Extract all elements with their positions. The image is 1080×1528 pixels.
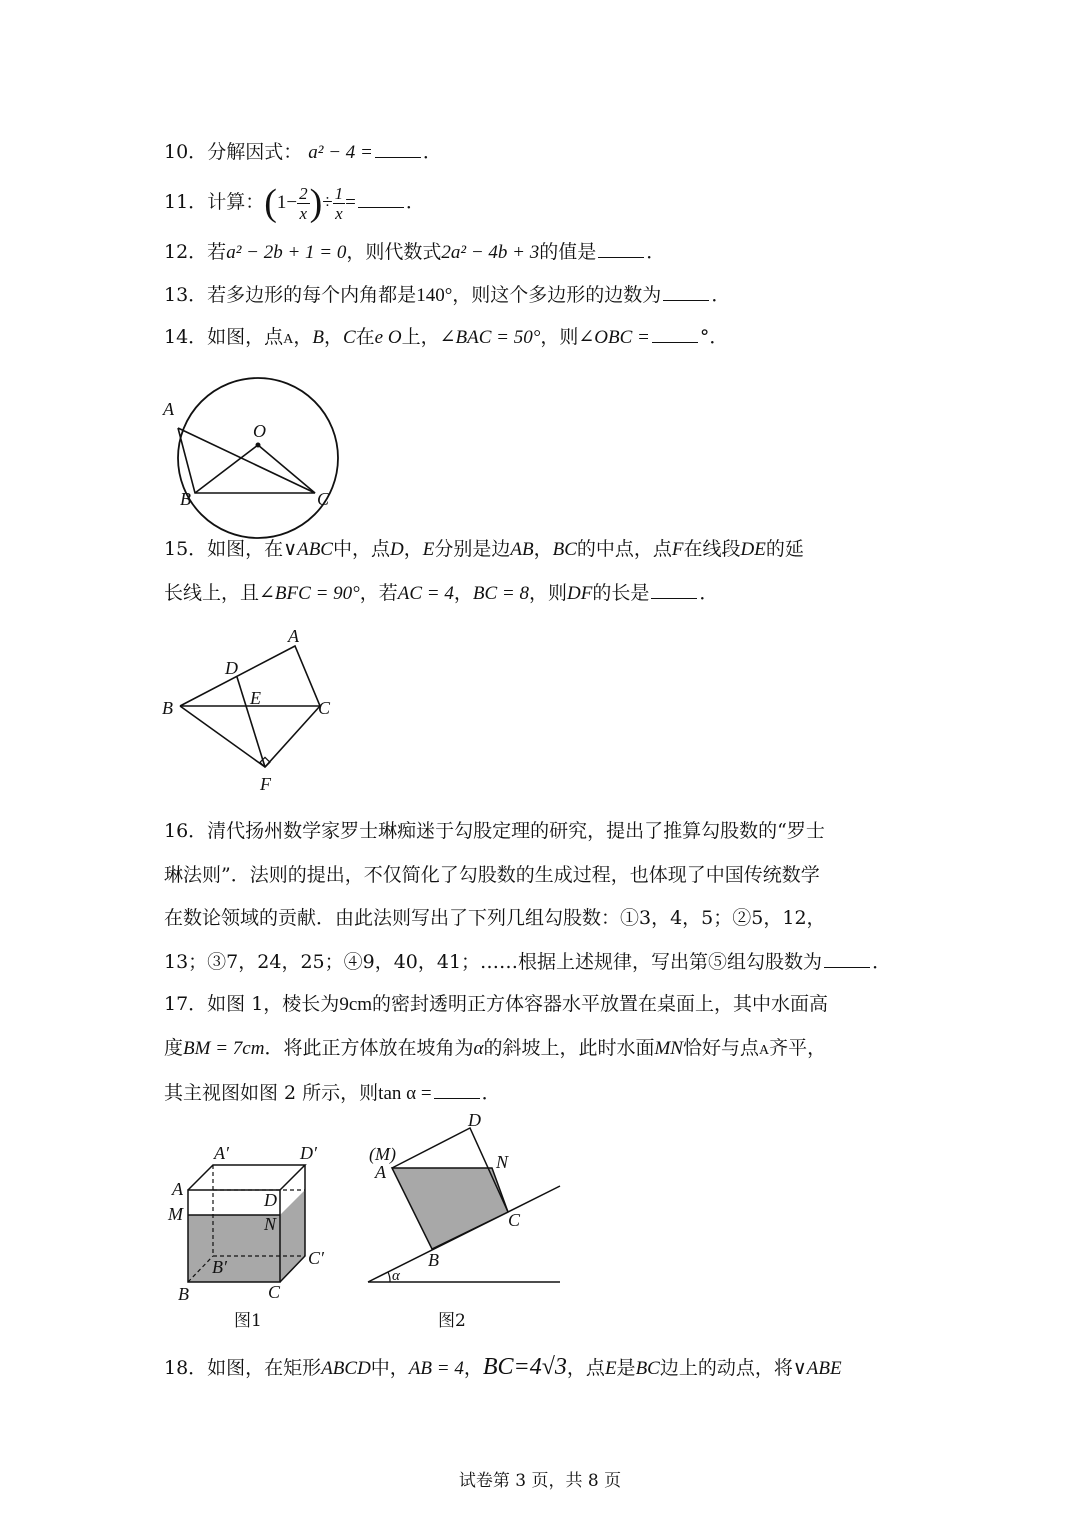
label-o: O bbox=[253, 421, 266, 441]
answer-blank[interactable] bbox=[651, 582, 697, 599]
label-a: A bbox=[172, 1179, 183, 1199]
label-e: E bbox=[250, 688, 261, 708]
label-a: A bbox=[288, 626, 299, 646]
page-footer: 试卷第 3 页，共 8 页 bbox=[458, 1471, 622, 1491]
label-b: B bbox=[180, 489, 191, 509]
label-d-prime: D′ bbox=[300, 1143, 317, 1163]
answer-blank[interactable] bbox=[375, 141, 421, 158]
fraction-2-over-x: $\frac{2}{x}$ bbox=[299, 183, 308, 223]
answer-blank[interactable] bbox=[358, 191, 404, 208]
segment-bf bbox=[180, 706, 265, 767]
water-region bbox=[188, 1190, 305, 1282]
label-a-prime: A′ bbox=[214, 1143, 229, 1163]
figure-14-circle bbox=[155, 355, 355, 555]
answer-blank[interactable] bbox=[663, 284, 709, 301]
question-17: 17．如图 1，棱长为9cm的密封透明正方体容器水平放置在桌面上，其中水面高 度BM = 7cm．将此正方体放在坡角为α的斜坡上，此时水面MN恰好与点A齐平， 其主视图如图 2 所示，则tan α = ． bbox=[164, 993, 829, 1104]
cube-top-back bbox=[188, 1165, 305, 1190]
label-c-prime: C′ bbox=[308, 1248, 324, 1268]
label-d: D bbox=[225, 658, 238, 678]
answer-blank[interactable] bbox=[824, 951, 870, 968]
label-f: F bbox=[260, 774, 271, 794]
label-n: N bbox=[496, 1152, 509, 1172]
label-d: D bbox=[468, 1110, 481, 1130]
label-a: A bbox=[375, 1162, 386, 1182]
answer-blank[interactable] bbox=[652, 326, 698, 343]
label-m: M bbox=[168, 1204, 183, 1224]
label-d: D bbox=[264, 1190, 277, 1210]
label-b: B bbox=[428, 1250, 439, 1270]
figure-17-1-cube bbox=[160, 1138, 340, 1338]
question-14: 14．如图，点A，B，C在e O上，∠BAC = 50°，则∠OBC = °． bbox=[164, 326, 729, 348]
question-16: 16．清代扬州数学家罗士琳痴迷于勾股定理的研究，提出了推算勾股数的“罗士 琳法则”．法则的提出，不仅简化了勾股数的生成过程，也体现了中国传统数学 在数论领域的贡献．由此法则写出了下列几组勾股数：①3，4，5；②5，12， 13；③7，24，25；④9，40，41；……根据上述规律，写出第⑤组勾股数为 ． bbox=[164, 820, 892, 973]
segment-fc bbox=[265, 706, 320, 767]
answer-blank[interactable] bbox=[434, 1082, 480, 1099]
label-c: C bbox=[318, 698, 331, 718]
label-n: N bbox=[264, 1214, 277, 1234]
caption-fig1: 图1 bbox=[234, 1311, 262, 1331]
label-c: C bbox=[508, 1210, 521, 1230]
figure-17-2-slope bbox=[360, 1108, 570, 1338]
question-11: 11．计算：(1− $\frac{2}{x}$ )÷ $\frac{1}{x}$ = ． bbox=[164, 182, 425, 224]
question-18: 18．如图，在矩形ABCD中，AB = 4，BC=4√3，点E是BC边上的动点，将∨ABE bbox=[164, 1354, 842, 1380]
label-c: C bbox=[317, 489, 330, 509]
label-m: (M) bbox=[369, 1144, 396, 1164]
center-point-o bbox=[256, 443, 261, 448]
answer-blank[interactable] bbox=[598, 241, 644, 258]
question-15: 15．如图，在∨ABC中，点D，E分别是边AB，BC的中点，点F在线段DE的延 长线上，且∠BFC = 90°，若AC = 4，BC = 8，则DF的长是 ． bbox=[164, 538, 804, 604]
label-alpha: α bbox=[392, 1268, 400, 1284]
segment-ob bbox=[195, 445, 258, 493]
label-a: A bbox=[163, 399, 174, 419]
label-b-prime: B′ bbox=[212, 1257, 227, 1277]
label-b: B bbox=[178, 1284, 189, 1304]
label-c: C bbox=[268, 1282, 281, 1302]
figure-15-triangle bbox=[155, 622, 355, 797]
label-b: B bbox=[162, 698, 173, 718]
q10-expression: a² − 4 = bbox=[308, 142, 373, 163]
fraction-1-over-x: $\frac{1}{x}$ bbox=[334, 183, 344, 223]
caption-fig2: 图2 bbox=[438, 1311, 466, 1331]
question-12: 12．若a² − 2b + 1 = 0，则代数式2a² − 4b + 3的值是 ． bbox=[164, 241, 666, 263]
circle-o bbox=[178, 378, 338, 538]
angle-alpha-arc bbox=[388, 1272, 390, 1282]
water-region bbox=[392, 1168, 508, 1249]
segment-oc bbox=[258, 445, 315, 493]
question-13: 13．若多边形的每个内角都是140°，则这个多边形的边数为 ． bbox=[164, 284, 731, 306]
question-10: 10．分解因式： a² − 4 = ． bbox=[164, 141, 442, 163]
triangle-abc bbox=[178, 428, 315, 493]
